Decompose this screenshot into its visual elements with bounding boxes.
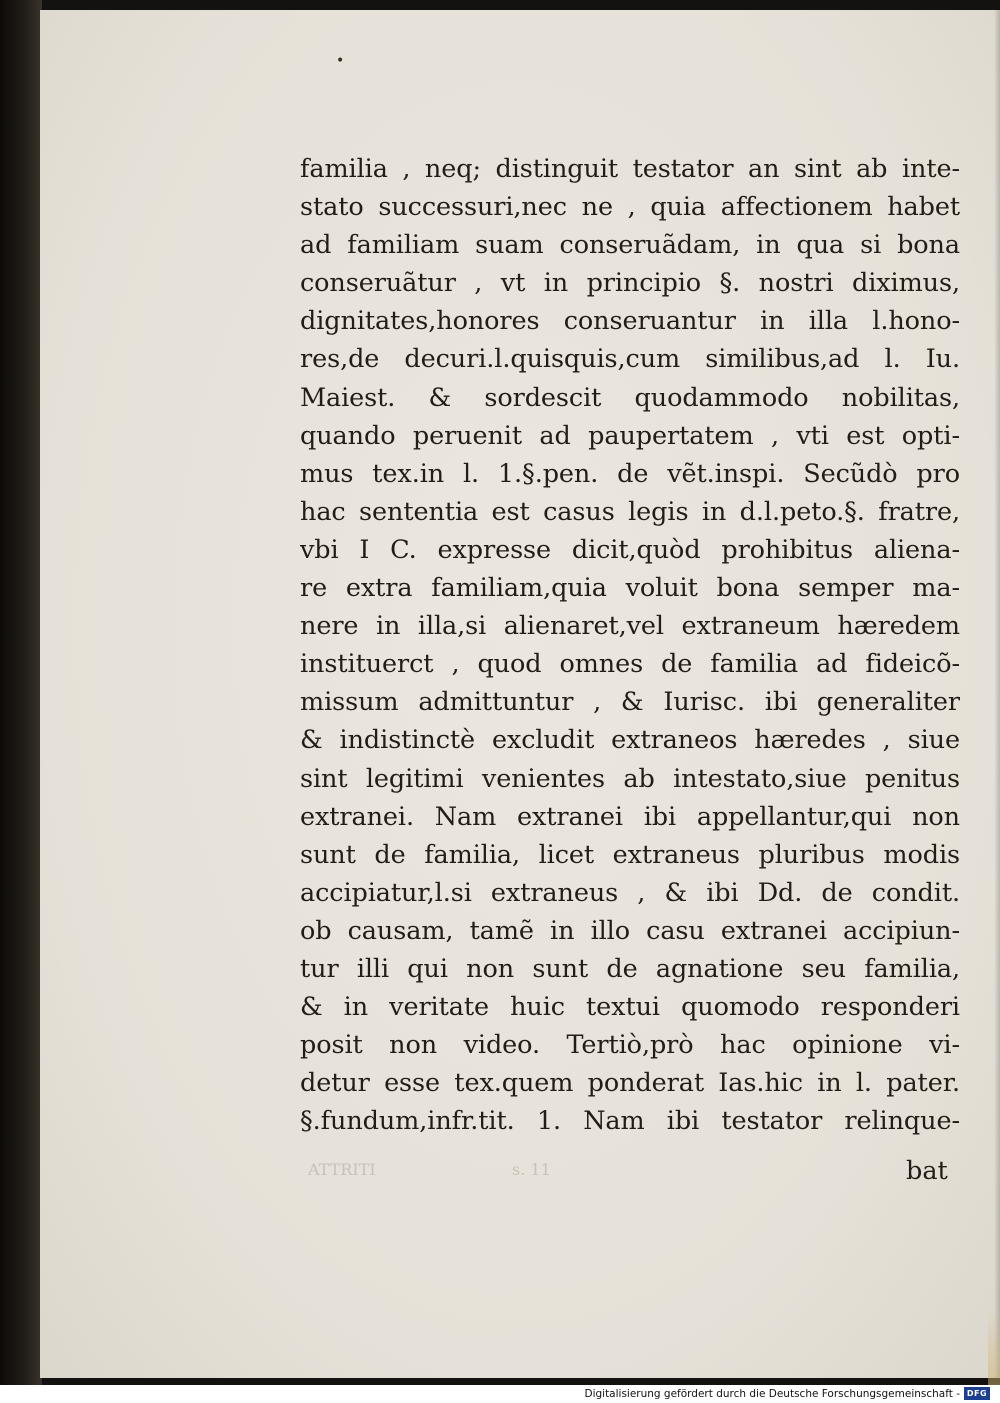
- text-line: nere in illa,si alienaret,vel extraneum hæredem: [300, 611, 960, 642]
- text-line: & indistinctè excludit extraneos hæredes , siue: [300, 725, 960, 756]
- text-line: Maiest. & sordescit quodammodo nobilitas,: [300, 382, 960, 413]
- dfg-logo-icon[interactable]: DFG: [964, 1387, 990, 1400]
- text-line: missum admittuntur , & Iurisc. ibi generaliter: [300, 687, 960, 718]
- text-line: detur esse tex.quem ponderat Ias.hic in l. pater.: [300, 1068, 960, 1099]
- page-edge-shadow: [994, 10, 1000, 1378]
- text-line: tur illi qui non sunt de agnatione seu familia,: [300, 953, 960, 984]
- text-line: hac sententia est casus legis in d.l.peto.§. fratre,: [300, 496, 960, 527]
- text-line: & in veritate huic textui quomodo responderi: [300, 992, 960, 1023]
- text-line: instituerct , quod omnes de familia ad fideicõ-: [300, 649, 960, 680]
- text-line: conseruãtur , vt in principio §. nostri diximus,: [300, 268, 960, 299]
- ornament-dot: •: [336, 53, 345, 69]
- page-edge-gilding: [988, 1310, 1000, 1388]
- footer-credit[interactable]: Digitalisierung gefördert durch die Deutsche Forschungsgemeinschaft -: [584, 1388, 960, 1400]
- text-line: sint legitimi venientes ab intestato,siue penitus: [300, 763, 960, 794]
- text-line: res,de decuri.l.quisquis,cum similibus,ad l. Iu.: [300, 344, 960, 375]
- text-line: ob causam, tamẽ in illo casu extranei accipiun-: [300, 915, 960, 946]
- text-line: accipiatur,l.si extraneus , & ibi Dd. de condit.: [300, 877, 960, 908]
- text-line: familia , neq; distinguit testator an sint ab inte-: [300, 154, 960, 184]
- text-line: extranei. Nam extranei ibi appellantur,qui non: [300, 801, 960, 832]
- catchword: bat: [906, 1156, 948, 1186]
- text-line: ad familiam suam conseruãdam, in qua si bona: [300, 230, 960, 261]
- text-line: posit non video. Tertiò,prò hac opinione vi-: [300, 1030, 960, 1061]
- text-line: stato successuri,nec ne , quia affectionem habet: [300, 192, 960, 223]
- text-line: sunt de familia, licet extraneus pluribus modis: [300, 839, 960, 870]
- text-line: vbi I C. expresse dicit,quòd prohibitus aliena-: [300, 534, 960, 565]
- text-line: §.fundum,infr.tit. 1. Nam ibi testator relinque-: [300, 1106, 960, 1137]
- text-line: re extra familiam,quia voluit bona semper ma-: [300, 573, 960, 604]
- bleed-through-text: s. 11: [512, 1160, 551, 1179]
- body-text: [300, 150, 960, 1140]
- text-line: dignitates,honores conseruantur in illa l.hono-: [300, 306, 960, 337]
- bleed-through-text: ATTRITI: [308, 1160, 376, 1179]
- text-line: quando peruenit ad paupertatem , vti est opti-: [300, 420, 960, 451]
- binding-edge: [0, 0, 42, 1385]
- text-line: mus tex.in l. 1.§.pen. de vẽt.inspi. Secũdò pro: [300, 458, 960, 489]
